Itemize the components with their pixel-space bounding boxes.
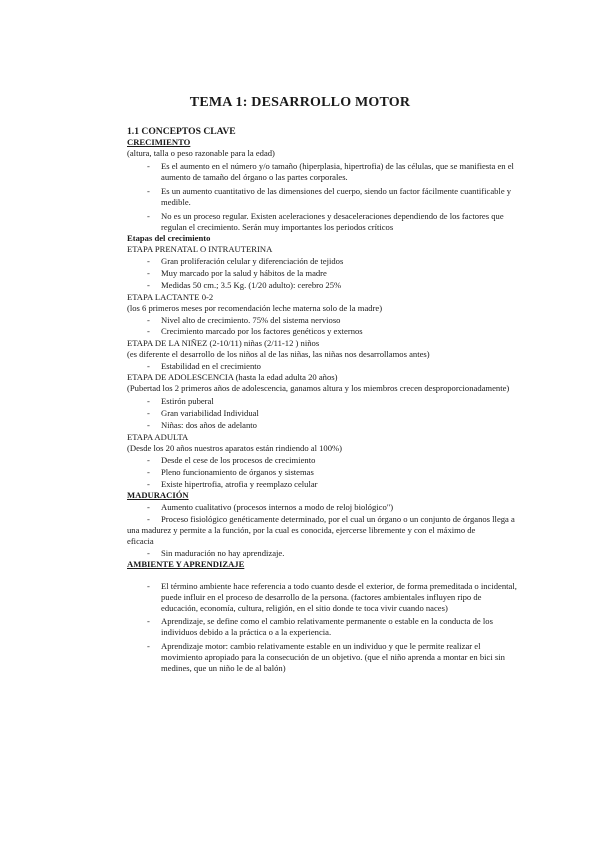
list-item: El término ambiente hace referencia a todo cuanto desde el exterior, de forma premeditada o incidental, xyxy=(161,581,517,591)
etapa-adolescencia-label: ETAPA DE ADOLESCENCIA (hasta la edad adulta 20 años) xyxy=(127,372,338,382)
section-heading: 1.1 CONCEPTOS CLAVE xyxy=(127,126,236,137)
list-item-cont: regulan el crecimiento. Serán muy importantes los periodos críticos xyxy=(161,222,394,232)
list-item-cont: medines, que un niño le de al balón) xyxy=(161,663,286,673)
list-item: Sin maduración no hay aprendizaje. xyxy=(161,548,285,558)
list-item: Existe hipertrofia, atrofia y reemplazo celular xyxy=(161,479,318,489)
list-item: Estabilidad en el crecimiento xyxy=(161,361,261,371)
list-item: Aprendizaje motor: cambio relativamente estable en un individuo y que le permite realizar el xyxy=(161,641,481,651)
list-item: Aprendizaje, se define como el cambio relativamente permanente o estable en la conducta de los xyxy=(161,616,493,626)
bullet-dash: - xyxy=(147,420,150,430)
bullet-dash: - xyxy=(147,161,150,171)
page-title: TEMA 1: DESARROLLO MOTOR xyxy=(189,95,411,110)
list-item: Niñas: dos años de adelanto xyxy=(161,420,257,430)
bullet-dash: - xyxy=(147,361,150,371)
bullet-dash: - xyxy=(147,548,150,558)
bullet-dash: - xyxy=(147,502,150,512)
bullet-dash: - xyxy=(147,315,150,325)
list-item-cont: medible. xyxy=(161,197,191,207)
bullet-dash: - xyxy=(147,186,150,196)
bullet-dash: - xyxy=(147,616,150,626)
list-item-cont: puede influir en el proceso de desarrollo de la persona. (factores ambientales influyen ripo de xyxy=(161,592,482,602)
etapas-heading: Etapas del crecimiento xyxy=(127,233,211,243)
bullet-dash: - xyxy=(147,211,150,221)
etapa-prenatal-label: ETAPA PRENATAL O INTRAUTERINA xyxy=(127,244,273,254)
bullet-dash: - xyxy=(147,467,150,477)
list-item: Es el aumento en el número y/o tamaño (hiperplasia, hipertrofia) de las células, que se manifiesta en el xyxy=(161,161,514,171)
bullet-dash: - xyxy=(147,479,150,489)
list-item: Gran variabilidad Individual xyxy=(161,408,259,418)
crecimiento-heading: CRECIMIENTO xyxy=(127,137,191,147)
list-item: Nivel alto de crecimiento. 75% del sistema nervioso xyxy=(161,315,341,325)
list-item: Muy marcado por la salud y hábitos de la madre xyxy=(161,268,327,278)
bullet-dash: - xyxy=(147,268,150,278)
bullet-dash: - xyxy=(147,396,150,406)
list-item-cont: educación, economía, cultura, religión, en el sitio donde te toca vivir cuando naces) xyxy=(161,603,448,613)
list-item-cont: una madurez y permite a la función, por la cual es conocida, ejercerse libremente y con el máximo de xyxy=(127,525,476,535)
bullet-dash: - xyxy=(147,256,150,266)
list-item: No es un proceso regular. Existen aceleraciones y desaceleraciones dependiendo de los factores que xyxy=(161,211,504,221)
ambiente-heading: AMBIENTE Y APRENDIZAJE xyxy=(127,559,245,569)
list-item: Crecimiento marcado por los factores genéticos y externos xyxy=(161,326,363,336)
list-item-cont: eficacia xyxy=(127,536,154,546)
bullet-dash: - xyxy=(147,455,150,465)
etapa-ninez-label: ETAPA DE LA NIÑEZ (2-10/11) niñas (2/11-12 ) niños xyxy=(127,338,320,348)
list-item: Estirón puberal xyxy=(161,396,214,406)
list-item: Pleno funcionamiento de órganos y sistemas xyxy=(161,467,314,477)
etapa-ninez-note: (es diferente el desarrollo de los niños al de las niñas, las niñas nos desarrollamos antes) xyxy=(127,349,430,359)
list-item: Desde el cese de los procesos de crecimiento xyxy=(161,455,316,465)
crecimiento-note: (altura, talla o peso razonable para la edad) xyxy=(127,148,275,158)
list-item: Proceso fisiológico genéticamente determinado, por el cual un órgano o un conjunto de órganos llega a xyxy=(161,514,515,524)
list-item-cont: aumento de tamaño del órgano o las partes corporales. xyxy=(161,172,348,182)
bullet-dash: - xyxy=(147,280,150,290)
list-item: Aumento cualitativo (procesos internos a modo de reloj biológico") xyxy=(161,502,394,512)
list-item: Es un aumento cuantitativo de las dimensiones del cuerpo, siendo un factor fácilmente cuantificable y xyxy=(161,186,512,196)
bullet-dash: - xyxy=(147,408,150,418)
etapa-adulta-note: (Desde los 20 años nuestros aparatos están rindiendo al 100%) xyxy=(127,443,343,453)
list-item-cont: individuos debido a la práctica o a la experiencia. xyxy=(161,627,332,637)
list-item: Gran proliferación celular y diferenciación de tejidos xyxy=(161,256,344,266)
etapa-adolescencia-note: (Pubertad los 2 primeros años de adolescencia, ganamos altura y los miembros crecen desproporcionadamente) xyxy=(127,383,510,393)
list-item: Medidas 50 cm.; 3.5 Kg. (1/20 adulto): cerebro 25% xyxy=(161,280,342,290)
bullet-dash: - xyxy=(147,514,150,524)
maduracion-heading: MADURACIÓN xyxy=(127,490,189,500)
bullet-dash: - xyxy=(147,641,150,651)
bullet-dash: - xyxy=(147,326,150,336)
etapa-adulta-label: ETAPA ADULTA xyxy=(127,432,189,442)
list-item-cont: movimiento apropiado para la consecución de un objetivo. (que el niño aprenda a montar en bici sin xyxy=(161,652,505,662)
bullet-dash: - xyxy=(147,581,150,591)
etapa-lactante-label: ETAPA LACTANTE 0-2 xyxy=(127,292,214,302)
etapa-lactante-note: (los 6 primeros meses por recomendación leche materna solo de la madre) xyxy=(127,303,383,313)
